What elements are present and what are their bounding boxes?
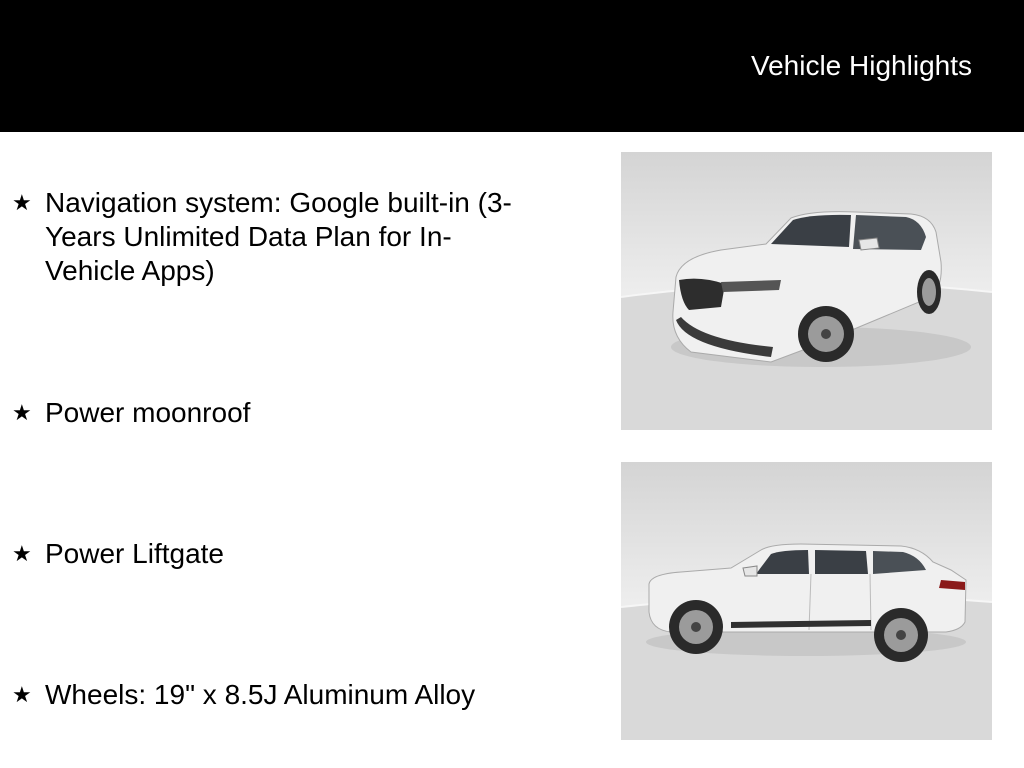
- highlight-text: Power moonroof: [45, 397, 251, 428]
- highlight-item-wheels: [12, 678, 532, 712]
- highlight-item-liftgate: [12, 537, 532, 571]
- page-title: Vehicle Highlights: [750, 50, 972, 81]
- highlight-text: Wheels: 19" x 8.5J Aluminum Alloy: [45, 679, 476, 710]
- highlight-item-navigation: [12, 186, 532, 288]
- star-icon: ★: [12, 541, 32, 566]
- vehicle-photo-front: [621, 152, 992, 430]
- highlight-text: Power Liftgate: [45, 538, 224, 569]
- highlight-item-moonroof: [12, 396, 532, 430]
- star-icon: ★: [12, 190, 32, 215]
- star-icon: ★: [12, 400, 32, 425]
- star-icon: ★: [12, 682, 32, 707]
- header-bar: [0, 0, 1024, 132]
- vehicle-photo-side: [621, 462, 992, 740]
- highlight-text: Navigation system: Google built-in (3-Years Unlimited Data Plan for In-Vehicle Apps): [45, 187, 512, 286]
